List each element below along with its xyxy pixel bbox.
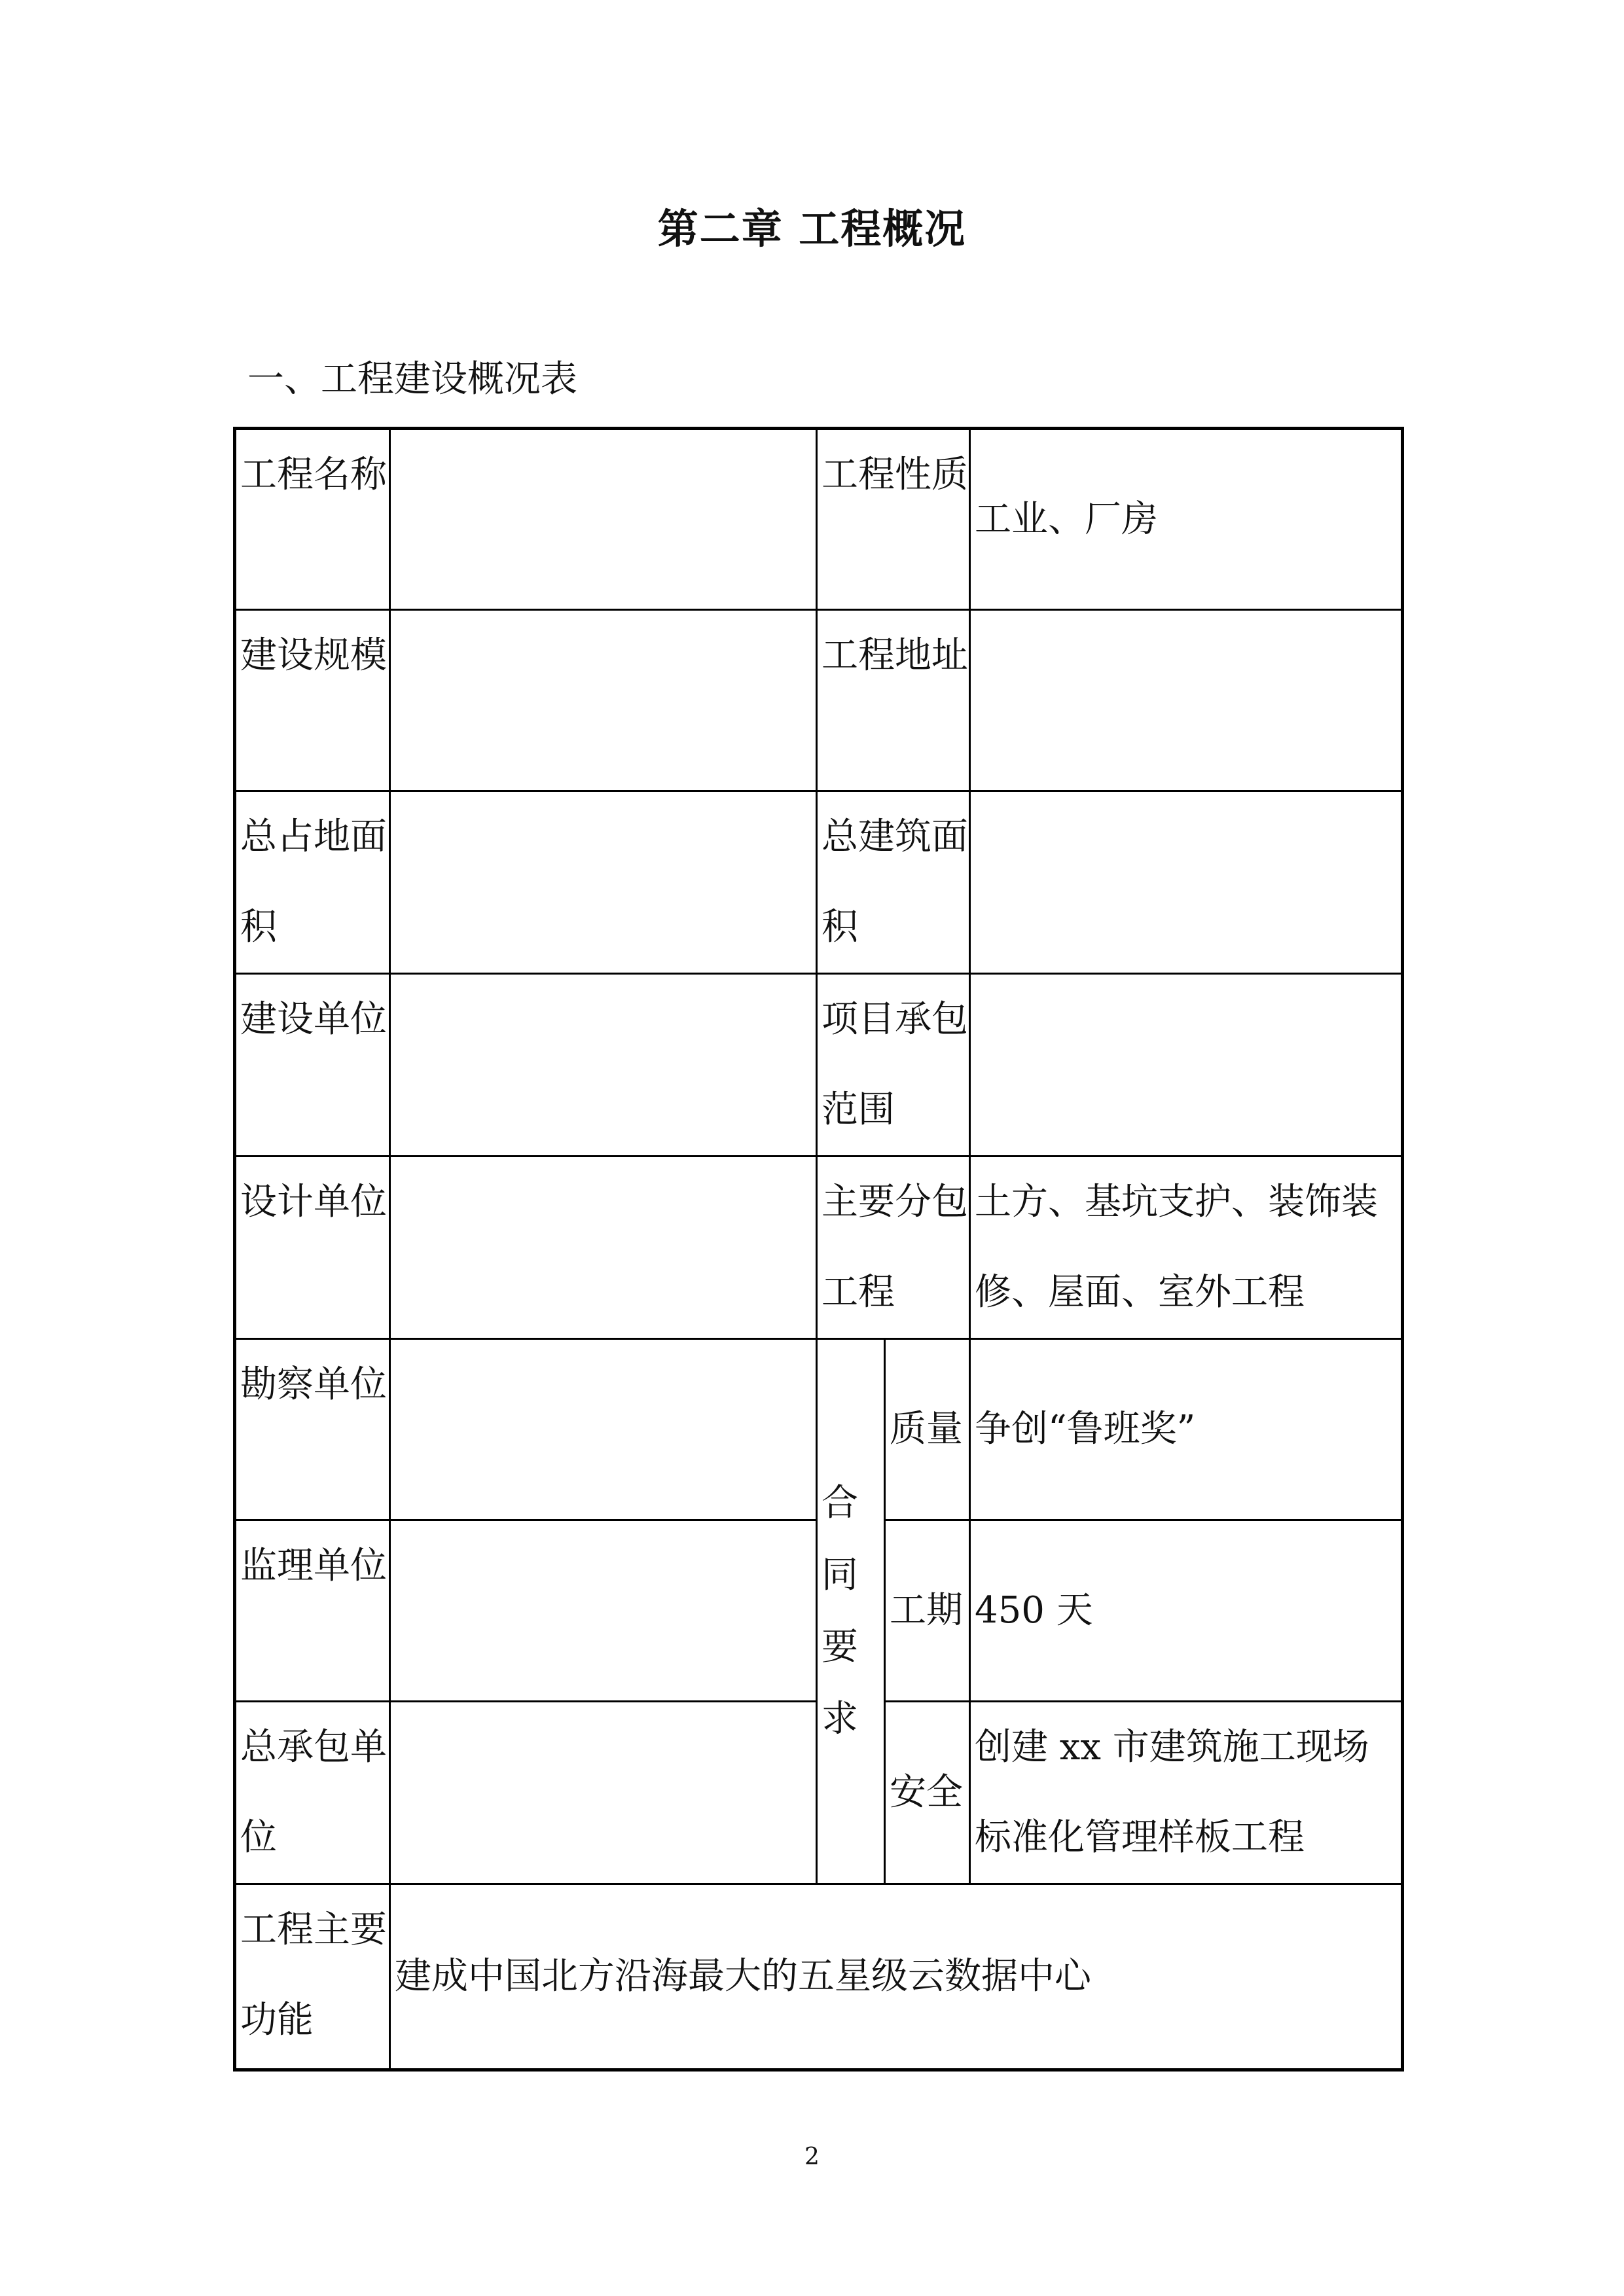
- field-label: 主要分包工程: [817, 1157, 970, 1339]
- field-label: 项目承包范围: [817, 974, 970, 1157]
- field-value: [390, 1702, 817, 1884]
- field-label: 勘察单位: [235, 1339, 390, 1520]
- field-value: [390, 1157, 817, 1339]
- table-row: [235, 974, 1403, 1157]
- field-label: 总占地面积: [235, 791, 390, 974]
- field-label: 建设单位: [235, 974, 390, 1157]
- requirement-value: 创建 xx 市建筑施工现场标准化管理样板工程: [970, 1702, 1403, 1884]
- field-label: 建设规模: [235, 610, 390, 791]
- requirement-label: 安全: [885, 1702, 970, 1884]
- field-label: 设计单位: [235, 1157, 390, 1339]
- table-row: [235, 791, 1403, 974]
- requirement-value: 450 天: [970, 1520, 1403, 1702]
- field-label: 工程主要功能: [235, 1884, 390, 2070]
- field-value: [390, 1520, 817, 1702]
- field-value: 工业、厂房: [970, 429, 1403, 610]
- contract-requirements-label: 合同要求: [817, 1339, 885, 1884]
- requirement-label: 工期: [885, 1520, 970, 1702]
- requirement-label: 质量: [885, 1339, 970, 1520]
- section-heading: 一、工程建设概况表: [247, 358, 577, 401]
- field-value: [390, 791, 817, 974]
- table-row: [235, 429, 1403, 610]
- field-label: 总承包单位: [235, 1702, 390, 1884]
- field-label: 工程性质: [817, 429, 970, 610]
- field-value: 建成中国北方沿海最大的五星级云数据中心: [390, 1884, 1403, 2070]
- field-value: [970, 610, 1403, 791]
- field-label: 总建筑面积: [817, 791, 970, 974]
- table-row: [235, 610, 1403, 791]
- field-value: 土方、基坑支护、装饰装修、屋面、室外工程: [970, 1157, 1403, 1339]
- chapter-title: 第二章 工程概况: [657, 205, 967, 253]
- project-overview-table: [233, 427, 1404, 2072]
- field-label: 工程名称: [235, 429, 390, 610]
- table-row: [235, 1339, 1403, 1520]
- table-row: [235, 1157, 1403, 1339]
- field-value: [390, 610, 817, 791]
- field-label: 监理单位: [235, 1520, 390, 1702]
- field-value: [970, 791, 1403, 974]
- table-row: [235, 1884, 1403, 2070]
- field-value: [390, 429, 817, 610]
- requirement-value: 争创“鲁班奖”: [970, 1339, 1403, 1520]
- field-value: [390, 974, 817, 1157]
- page-number: 2: [804, 2144, 820, 2170]
- field-value: [970, 974, 1403, 1157]
- field-value: [390, 1339, 817, 1520]
- field-label: 工程地址: [817, 610, 970, 791]
